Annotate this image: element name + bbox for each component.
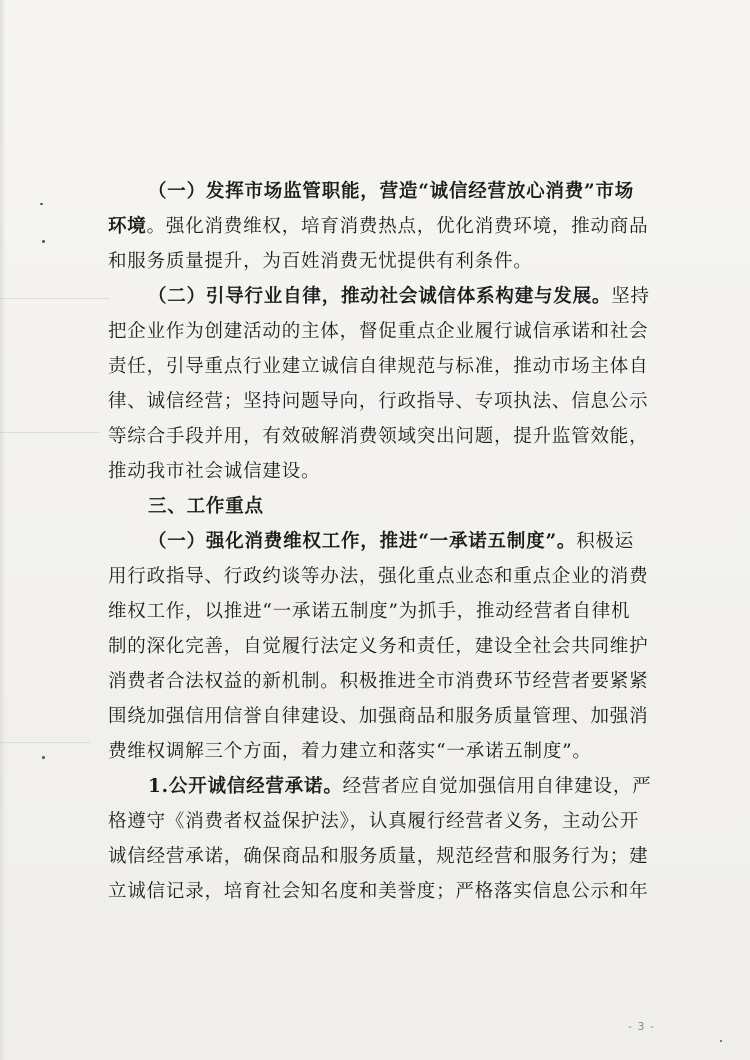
line-text: 推动我市社会诚信建设。 [108, 461, 321, 482]
text-line [108, 769, 668, 804]
scan-speck [720, 1040, 722, 1042]
line-text: 用行政指导、行政约谈等办法，强化重点业态和重点企业的消费 [108, 566, 649, 587]
text-line [108, 629, 668, 664]
line-text: 和服务质量提升，为百姓消费无忧提供有利条件。 [108, 251, 533, 272]
text-line [108, 314, 668, 349]
line-text: 消费者合法权益的新机制。积极推进全市消费环节经营者要紧紧 [108, 671, 649, 692]
line-lead: （一）强化消费维权工作，推进“一承诺五制度”。 [148, 531, 577, 552]
line-text: 费维权调解三个方面，着力建立和落实“一承诺五制度”。 [108, 741, 592, 762]
text-line [108, 454, 668, 489]
section-heading [108, 489, 668, 524]
text-line [108, 804, 668, 839]
line-text: 围绕加强信用信誉自律建设、加强商品和服务质量管理、加强消 [108, 706, 649, 727]
line-text: 积极运 [576, 531, 635, 552]
scan-speck [42, 756, 45, 759]
line-text: 等综合手段并用，有效破解消费领域突出问题，提升监管效能， [108, 426, 649, 447]
text-line [108, 664, 668, 699]
line-text: 责任，引导重点行业建立诚信自律规范与标准，推动市场主体自 [108, 356, 649, 377]
text-line [108, 874, 668, 909]
line-lead: （一）发挥市场监管职能，营造“诚信经营放心消费”市场 [148, 181, 635, 202]
line-text: 坚持 [611, 286, 650, 307]
document-body [108, 174, 668, 909]
text-line [108, 559, 668, 594]
scan-speck [42, 240, 45, 243]
scan-artifact [0, 298, 110, 299]
line-text: 诚信经营承诺，确保商品和服务质量，规范经营和服务行为；建 [108, 846, 649, 867]
line-lead: 环境 [108, 216, 147, 237]
text-line [108, 594, 668, 629]
text-line [108, 349, 668, 384]
scan-speck [40, 203, 43, 205]
page-number: - 3 - [628, 1020, 655, 1033]
text-line [108, 279, 668, 314]
scan-artifact [0, 432, 100, 433]
text-line [108, 524, 668, 559]
line-lead: （二）引导行业自律，推动社会诚信体系构建与发展。 [148, 286, 612, 307]
scan-edge [0, 0, 6, 1060]
line-lead: 1.公开诚信经营承诺。 [148, 776, 343, 797]
line-text: 把企业作为创建活动的主体，督促重点企业履行诚信承诺和社会 [108, 321, 649, 342]
line-text: 律、诚信经营；坚持问题导向，行政指导、专项执法、信息公示 [108, 391, 649, 412]
line-text: 经营者应自觉加强信用自律建设，严 [342, 776, 652, 797]
text-line [108, 244, 668, 279]
text-line [108, 699, 668, 734]
text-line [108, 419, 668, 454]
text-line [108, 174, 668, 209]
scan-artifact [0, 742, 90, 743]
text-line [108, 209, 668, 244]
line-text: 立诚信记录，培育社会知名度和美誉度；严格落实信息公示和年 [108, 881, 649, 902]
line-text: 。强化消费维权，培育消费热点，优化消费环境，推动商品 [146, 216, 649, 237]
text-line [108, 384, 668, 419]
line-lead: 三、工作重点 [148, 496, 264, 517]
text-line [108, 734, 668, 769]
line-text: 格遵守《消费者权益保护法》，认真履行经营者义务，主动公开 [108, 811, 640, 832]
line-text: 维权工作，以推进“一承诺五制度”为抓手，推动经营者自律机 [108, 601, 631, 622]
text-line [108, 839, 668, 874]
line-text: 制的深化完善，自觉履行法定义务和责任，建设全社会共同维护 [108, 636, 649, 657]
